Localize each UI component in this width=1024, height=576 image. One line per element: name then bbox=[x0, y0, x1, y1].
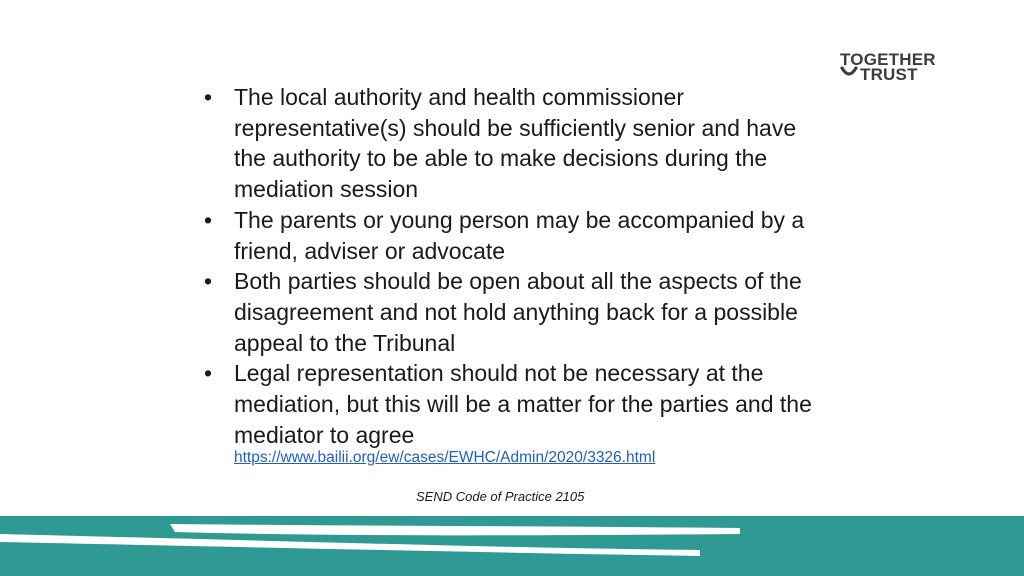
bailii-case-link[interactable]: https://www.bailii.org/ew/cases/EWHC/Admin/2020/3326.html bbox=[234, 449, 656, 466]
bullet-text: The local authority and health commissioner representative(s) should be sufficiently senior and have the authority to be able to make decisions during the mediation session bbox=[234, 84, 797, 203]
bullet-text: Legal representation should not be necessary at the mediation, but this will be a matter for the parties and the mediator to agree bbox=[234, 360, 812, 448]
bullet-dot-icon: • bbox=[204, 84, 213, 110]
bullet-dot-icon: • bbox=[204, 206, 213, 233]
bullet-item bbox=[202, 358, 832, 450]
bullet-dot-icon: • bbox=[204, 268, 213, 295]
bullet-item bbox=[202, 82, 832, 205]
logo-text-line1: TOGETHER bbox=[840, 50, 936, 69]
logo-text-line2: TRUST bbox=[860, 65, 918, 84]
source-citation: SEND Code of Practice 2105 bbox=[416, 489, 585, 504]
footer-wave-band bbox=[0, 512, 1024, 576]
bullet-list bbox=[202, 82, 832, 450]
smile-icon bbox=[840, 65, 858, 79]
bullet-item bbox=[202, 205, 832, 266]
bullet-text: Both parties should be open about all the aspects of the disagreement and not hold anything back for a possible appeal to the Tribunal bbox=[234, 268, 802, 356]
together-trust-logo bbox=[840, 52, 956, 82]
bullet-text: The parents or young person may be accompanied by a friend, adviser or advocate bbox=[234, 206, 805, 264]
bullet-dot-icon: • bbox=[204, 360, 213, 387]
bullet-item bbox=[202, 266, 832, 358]
